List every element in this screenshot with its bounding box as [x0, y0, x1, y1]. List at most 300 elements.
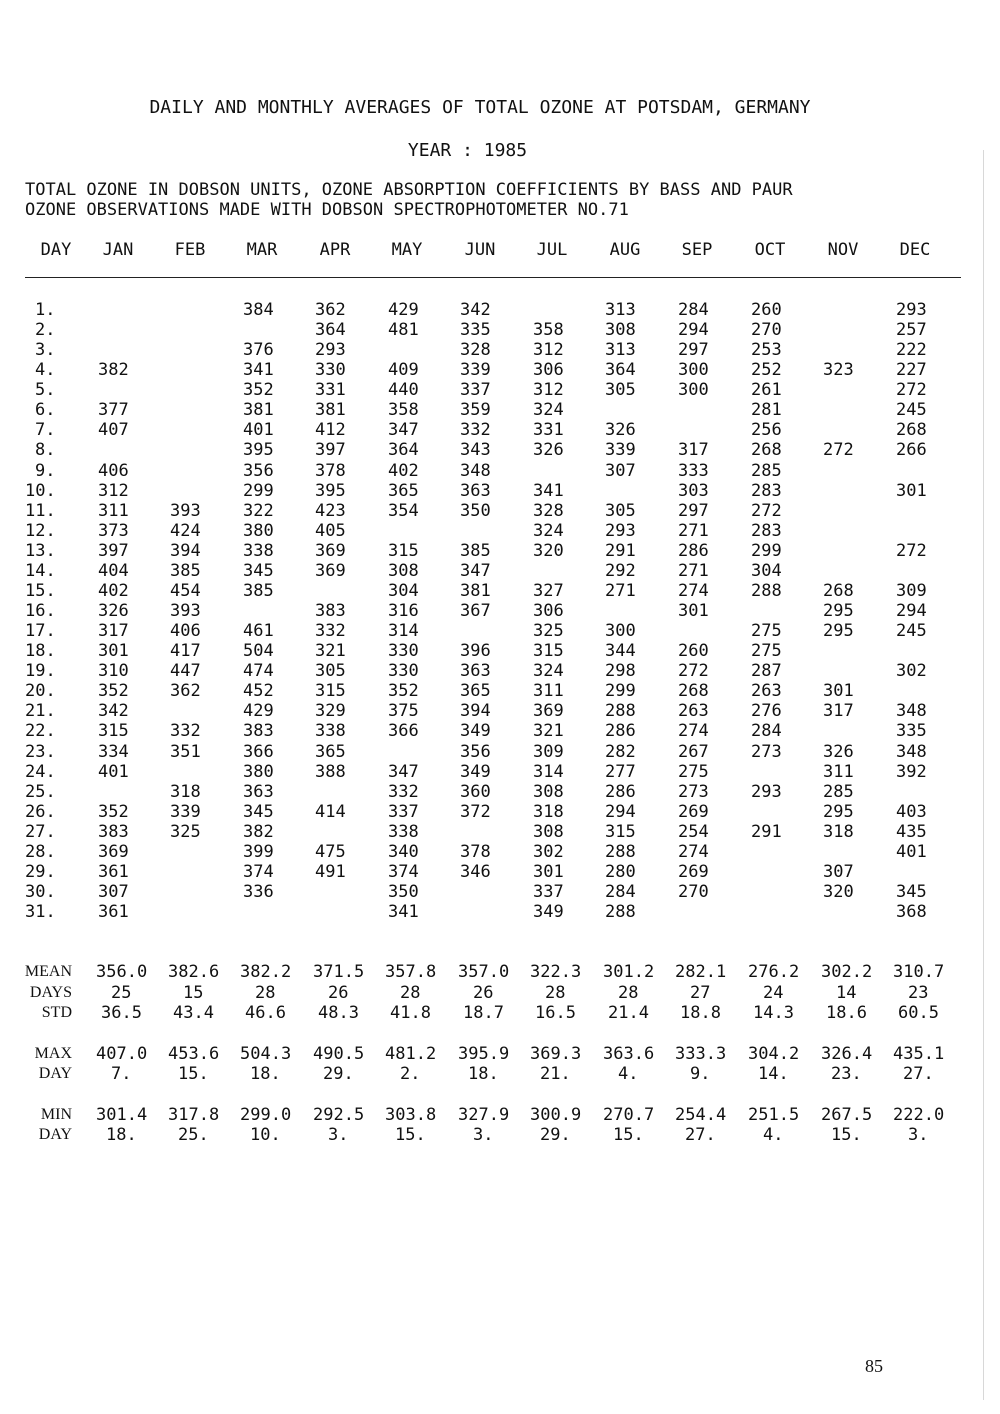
ozone-value: 270: [751, 320, 782, 341]
ozone-value: 339: [170, 801, 201, 822]
ozone-value: 305: [315, 661, 346, 682]
stats-value: 435.1: [893, 1044, 945, 1064]
stats-label: DAY: [38, 1126, 72, 1143]
ozone-value: 268: [751, 440, 782, 461]
ozone-value: 315: [533, 641, 564, 662]
ozone-value: 320: [823, 882, 854, 903]
ozone-value: 340: [388, 841, 419, 862]
ozone-value: 332: [460, 420, 491, 441]
ozone-value: 297: [678, 500, 709, 521]
ozone-value: 349: [460, 721, 491, 742]
day-label: 27.: [25, 821, 56, 842]
ozone-value: 338: [315, 721, 346, 742]
ozone-value: 350: [460, 500, 491, 521]
ozone-value: 324: [533, 520, 564, 541]
ozone-value: 268: [823, 580, 854, 601]
ozone-value: 361: [98, 861, 129, 882]
day-label: 24.: [25, 761, 56, 782]
ozone-value: 401: [243, 420, 274, 441]
day-label: 23.: [25, 741, 56, 762]
ozone-value: 257: [896, 320, 927, 341]
ozone-value: 282: [605, 741, 636, 762]
ozone-value: 303: [678, 480, 709, 501]
day-label: 18.: [25, 641, 56, 662]
ozone-value: 227: [896, 360, 927, 381]
ozone-value: 364: [315, 320, 346, 341]
stats-value: 18.: [106, 1125, 137, 1145]
ozone-value: 409: [388, 360, 419, 381]
ozone-value: 380: [243, 520, 274, 541]
ozone-value: 328: [533, 500, 564, 521]
ozone-value: 364: [605, 360, 636, 381]
ozone-value: 402: [98, 580, 129, 601]
ozone-value: 317: [823, 701, 854, 722]
stats-value: 14.3: [753, 1003, 794, 1023]
page-number: 85: [865, 1356, 883, 1376]
ozone-value: 254: [678, 821, 709, 842]
ozone-value: 308: [533, 781, 564, 802]
ozone-value: 369: [315, 560, 346, 581]
ozone-value: 381: [243, 400, 274, 421]
ozone-value: 395: [243, 440, 274, 461]
ozone-value: 405: [315, 520, 346, 541]
ozone-value: 383: [315, 601, 346, 622]
ozone-value: 372: [460, 801, 491, 822]
ozone-value: 324: [533, 661, 564, 682]
ozone-value: 306: [533, 360, 564, 381]
ozone-value: 316: [388, 601, 419, 622]
ozone-value: 328: [460, 340, 491, 361]
stats-value: 15.: [178, 1064, 209, 1084]
ozone-value: 331: [533, 420, 564, 441]
ozone-value: 288: [751, 580, 782, 601]
ozone-value: 397: [98, 540, 129, 561]
ozone-value: 481: [388, 320, 419, 341]
ozone-value: 375: [388, 701, 419, 722]
ozone-value: 322: [243, 500, 274, 521]
stats-value: 14: [836, 983, 857, 1003]
ozone-value: 412: [315, 420, 346, 441]
ozone-value: 272: [896, 540, 927, 561]
stats-value: 23: [908, 983, 929, 1003]
ozone-value: 363: [460, 480, 491, 501]
ozone-value: 406: [98, 460, 129, 481]
ozone-value: 333: [678, 460, 709, 481]
ozone-value: 288: [605, 701, 636, 722]
day-label: 8.: [35, 440, 56, 461]
stats-value: 41.8: [390, 1003, 431, 1023]
ozone-value: 326: [605, 420, 636, 441]
header-jul: JUL: [536, 240, 568, 260]
stats-value: 254.4: [675, 1105, 727, 1125]
ozone-value: 301: [678, 601, 709, 622]
stats-value: 504.3: [240, 1044, 292, 1064]
year-line: YEAR : 1985: [407, 140, 528, 161]
ozone-value: 332: [315, 621, 346, 642]
ozone-value: 311: [98, 500, 129, 521]
ozone-value: 314: [388, 621, 419, 642]
ozone-value: 394: [170, 540, 201, 561]
ozone-value: 272: [678, 661, 709, 682]
day-label: 3.: [35, 340, 56, 361]
document-title: DAILY AND MONTHLY AVERAGES OF TOTAL OZONE AT POTSDAM, GERMANY: [149, 97, 811, 118]
ozone-value: 252: [751, 360, 782, 381]
ozone-value: 381: [315, 400, 346, 421]
ozone-value: 345: [243, 560, 274, 581]
day-label: 13.: [25, 540, 56, 561]
ozone-value: 284: [751, 721, 782, 742]
ozone-value: 452: [243, 681, 274, 702]
ozone-value: 347: [388, 761, 419, 782]
stats-value: 28: [255, 983, 276, 1003]
ozone-value: 385: [460, 540, 491, 561]
ozone-value: 338: [243, 540, 274, 561]
ozone-value: 287: [751, 661, 782, 682]
header-oct: OCT: [754, 240, 786, 260]
ozone-value: 365: [460, 681, 491, 702]
stats-value: 18.: [468, 1064, 499, 1084]
stats-label: DAY: [38, 1065, 72, 1082]
ozone-value: 267: [678, 741, 709, 762]
ozone-value: 284: [605, 882, 636, 903]
ozone-value: 288: [605, 841, 636, 862]
stats-value: 276.2: [748, 962, 800, 982]
stats-value: 23.: [831, 1064, 862, 1084]
ozone-value: 381: [460, 580, 491, 601]
ozone-value: 273: [678, 781, 709, 802]
ozone-value: 383: [98, 821, 129, 842]
ozone-value: 294: [605, 801, 636, 822]
day-label: 25.: [25, 781, 56, 802]
ozone-value: 337: [460, 380, 491, 401]
day-label: 15.: [25, 580, 56, 601]
ozone-value: 280: [605, 861, 636, 882]
ozone-value: 352: [243, 380, 274, 401]
day-label: 29.: [25, 861, 56, 882]
ozone-value: 356: [460, 741, 491, 762]
stats-value: 26: [328, 983, 349, 1003]
stats-value: 357.8: [385, 962, 437, 982]
ozone-value: 369: [315, 540, 346, 561]
ozone-value: 320: [533, 540, 564, 561]
ozone-value: 378: [460, 841, 491, 862]
ozone-value: 277: [605, 761, 636, 782]
ozone-value: 341: [243, 360, 274, 381]
stats-value: 267.5: [821, 1105, 873, 1125]
ozone-value: 374: [388, 861, 419, 882]
ozone-value: 435: [896, 821, 927, 842]
ozone-value: 308: [533, 821, 564, 842]
ozone-value: 403: [896, 801, 927, 822]
header-apr: APR: [319, 240, 351, 260]
stats-value: 25: [111, 983, 132, 1003]
day-label: 10.: [25, 480, 56, 501]
ozone-value: 385: [170, 560, 201, 581]
stats-value: 301.2: [603, 962, 655, 982]
ozone-value: 401: [98, 761, 129, 782]
stats-value: 322.3: [530, 962, 582, 982]
ozone-value: 268: [678, 681, 709, 702]
stats-label: DAYS: [29, 984, 72, 1001]
ozone-value: 324: [533, 400, 564, 421]
ozone-value: 271: [678, 560, 709, 581]
stats-label: MEAN: [24, 963, 72, 980]
ozone-value: 318: [533, 801, 564, 822]
ozone-value: 414: [315, 801, 346, 822]
stats-value: 10.: [250, 1125, 281, 1145]
ozone-value: 269: [678, 801, 709, 822]
ozone-value: 317: [98, 621, 129, 642]
stats-value: 3.: [328, 1125, 349, 1145]
ozone-value: 301: [823, 681, 854, 702]
ozone-value: 366: [388, 721, 419, 742]
stats-value: 48.3: [318, 1003, 359, 1023]
ozone-value: 304: [388, 580, 419, 601]
ozone-value: 330: [315, 360, 346, 381]
ozone-value: 318: [170, 781, 201, 802]
ozone-value: 344: [605, 641, 636, 662]
stats-value: 3.: [908, 1125, 929, 1145]
ozone-value: 360: [460, 781, 491, 802]
ozone-value: 299: [751, 540, 782, 561]
stats-value: 300.9: [530, 1105, 582, 1125]
stats-value: 251.5: [748, 1105, 800, 1125]
ozone-value: 326: [823, 741, 854, 762]
ozone-value: 307: [605, 460, 636, 481]
ozone-value: 301: [98, 641, 129, 662]
ozone-value: 245: [896, 400, 927, 421]
stats-value: 36.5: [101, 1003, 142, 1023]
day-label: 14.: [25, 560, 56, 581]
stats-value: 14.: [758, 1064, 789, 1084]
stats-value: 27.: [685, 1125, 716, 1145]
stats-value: 333.3: [675, 1044, 727, 1064]
ozone-value: 270: [678, 882, 709, 903]
ozone-value: 369: [98, 841, 129, 862]
day-label: 9.: [35, 460, 56, 481]
ozone-value: 299: [243, 480, 274, 501]
ozone-value: 330: [388, 641, 419, 662]
ozone-value: 301: [533, 861, 564, 882]
ozone-value: 283: [751, 480, 782, 501]
ozone-value: 263: [751, 681, 782, 702]
ozone-value: 260: [678, 641, 709, 662]
ozone-value: 305: [605, 500, 636, 521]
ozone-value: 354: [388, 500, 419, 521]
ozone-value: 339: [605, 440, 636, 461]
ozone-value: 284: [678, 300, 709, 320]
stats-value: 303.8: [385, 1105, 437, 1125]
ozone-value: 313: [605, 340, 636, 361]
ozone-value: 260: [751, 300, 782, 320]
ozone-value: 286: [605, 721, 636, 742]
ozone-value: 335: [896, 721, 927, 742]
stats-value: 15.: [395, 1125, 426, 1145]
ozone-value: 274: [678, 580, 709, 601]
header-aug: AUG: [609, 240, 641, 260]
stats-value: 27.: [903, 1064, 934, 1084]
stats-value: 357.0: [458, 962, 510, 982]
ozone-value: 347: [460, 560, 491, 581]
ozone-value: 382: [243, 821, 274, 842]
ozone-value: 374: [243, 861, 274, 882]
stats-value: 371.5: [313, 962, 365, 982]
ozone-value: 305: [605, 380, 636, 401]
ozone-value: 368: [896, 902, 927, 923]
ozone-value: 271: [605, 580, 636, 601]
stats-value: 18.6: [826, 1003, 867, 1023]
ozone-value: 332: [388, 781, 419, 802]
ozone-value: 504: [243, 641, 274, 662]
stats-value: 317.8: [168, 1105, 220, 1125]
ozone-value: 294: [896, 601, 927, 622]
ozone-value: 326: [533, 440, 564, 461]
ozone-value: 292: [605, 560, 636, 581]
ozone-value: 274: [678, 841, 709, 862]
day-label: 20.: [25, 681, 56, 702]
ozone-value: 406: [170, 621, 201, 642]
ozone-value: 323: [823, 360, 854, 381]
day-label: 2.: [35, 320, 56, 341]
ozone-value: 335: [460, 320, 491, 341]
ozone-value: 339: [460, 360, 491, 381]
ozone-value: 263: [678, 701, 709, 722]
ozone-value: 365: [388, 480, 419, 501]
ozone-value: 315: [315, 681, 346, 702]
ozone-value: 275: [751, 621, 782, 642]
ozone-value: 331: [315, 380, 346, 401]
header-dec: DEC: [899, 240, 931, 260]
ozone-value: 311: [533, 681, 564, 702]
ozone-value: 424: [170, 520, 201, 541]
day-label: 31.: [25, 902, 56, 923]
ozone-value: 384: [243, 300, 274, 320]
stats-value: 28: [545, 983, 566, 1003]
ozone-value: 366: [243, 741, 274, 762]
ozone-value: 291: [751, 821, 782, 842]
ozone-value: 362: [315, 300, 346, 320]
ozone-value: 345: [243, 801, 274, 822]
ozone-value: 345: [896, 882, 927, 903]
ozone-value: 312: [533, 380, 564, 401]
ozone-value: 454: [170, 580, 201, 601]
ozone-value: 302: [533, 841, 564, 862]
ozone-value: 295: [823, 621, 854, 642]
ozone-value: 306: [533, 601, 564, 622]
header-day: DAY: [40, 240, 72, 260]
ozone-value: 299: [605, 681, 636, 702]
ozone-value: 407: [98, 420, 129, 441]
ozone-value: 332: [170, 721, 201, 742]
ozone-value: 326: [98, 601, 129, 622]
ozone-value: 341: [533, 480, 564, 501]
ozone-value: 261: [751, 380, 782, 401]
ozone-value: 447: [170, 661, 201, 682]
stats-value: 24: [763, 983, 784, 1003]
stats-value: 304.2: [748, 1044, 800, 1064]
ozone-value: 378: [315, 460, 346, 481]
ozone-value: 402: [388, 460, 419, 481]
ozone-value: 286: [678, 540, 709, 561]
ozone-value: 350: [388, 882, 419, 903]
day-label: 17.: [25, 621, 56, 642]
ozone-value: 274: [678, 721, 709, 742]
stats-value: 301.4: [96, 1105, 148, 1125]
stats-value: 15.: [831, 1125, 862, 1145]
ozone-value: 297: [678, 340, 709, 361]
day-label: 6.: [35, 400, 56, 421]
ozone-value: 300: [678, 380, 709, 401]
stats-value: 2.: [400, 1064, 421, 1084]
stats-value: 18.: [250, 1064, 281, 1084]
ozone-value: 317: [678, 440, 709, 461]
ozone-value: 348: [896, 701, 927, 722]
day-label: 11.: [25, 500, 56, 521]
ozone-value: 315: [388, 540, 419, 561]
ozone-value: 222: [896, 340, 927, 361]
day-label: 30.: [25, 882, 56, 903]
ozone-value: 308: [388, 560, 419, 581]
ozone-value: 315: [98, 721, 129, 742]
ozone-value: 348: [460, 460, 491, 481]
ozone-value: 404: [98, 560, 129, 581]
ozone-value: 275: [751, 641, 782, 662]
ozone-value: 309: [533, 741, 564, 762]
ozone-value: 312: [533, 340, 564, 361]
day-label: 26.: [25, 801, 56, 822]
ozone-value: 396: [460, 641, 491, 662]
ozone-value: 253: [751, 340, 782, 361]
ozone-value: 291: [605, 540, 636, 561]
ozone-value: 343: [460, 440, 491, 461]
ozone-value: 311: [823, 761, 854, 782]
stats-value: 382.6: [168, 962, 220, 982]
ozone-value: 349: [460, 761, 491, 782]
ozone-value: 313: [605, 300, 636, 320]
ozone-value: 314: [533, 761, 564, 782]
ozone-value: 266: [896, 440, 927, 461]
ozone-value: 352: [388, 681, 419, 702]
ozone-value: 312: [98, 480, 129, 501]
stats-label: MIN: [40, 1106, 72, 1123]
ozone-value: 273: [751, 741, 782, 762]
ozone-value: 373: [98, 520, 129, 541]
stats-value: 29.: [540, 1125, 571, 1145]
ozone-value: 393: [170, 500, 201, 521]
ozone-value: 330: [388, 661, 419, 682]
header-rule: [25, 277, 961, 278]
stats-value: 4.: [763, 1125, 784, 1145]
ozone-value: 429: [243, 701, 274, 722]
ozone-value: 382: [98, 360, 129, 381]
ozone-value: 307: [823, 861, 854, 882]
ozone-value: 367: [460, 601, 491, 622]
ozone-value: 272: [823, 440, 854, 461]
ozone-value: 399: [243, 841, 274, 862]
ozone-value: 380: [243, 761, 274, 782]
ozone-value: 395: [315, 480, 346, 501]
ozone-value: 365: [315, 741, 346, 762]
ozone-value: 298: [605, 661, 636, 682]
ozone-value: 394: [460, 701, 491, 722]
ozone-value: 308: [605, 320, 636, 341]
ozone-value: 349: [533, 902, 564, 923]
ozone-value: 369: [533, 701, 564, 722]
ozone-value: 281: [751, 400, 782, 421]
ozone-value: 363: [460, 661, 491, 682]
stats-value: 407.0: [96, 1044, 148, 1064]
ozone-value: 309: [896, 580, 927, 601]
